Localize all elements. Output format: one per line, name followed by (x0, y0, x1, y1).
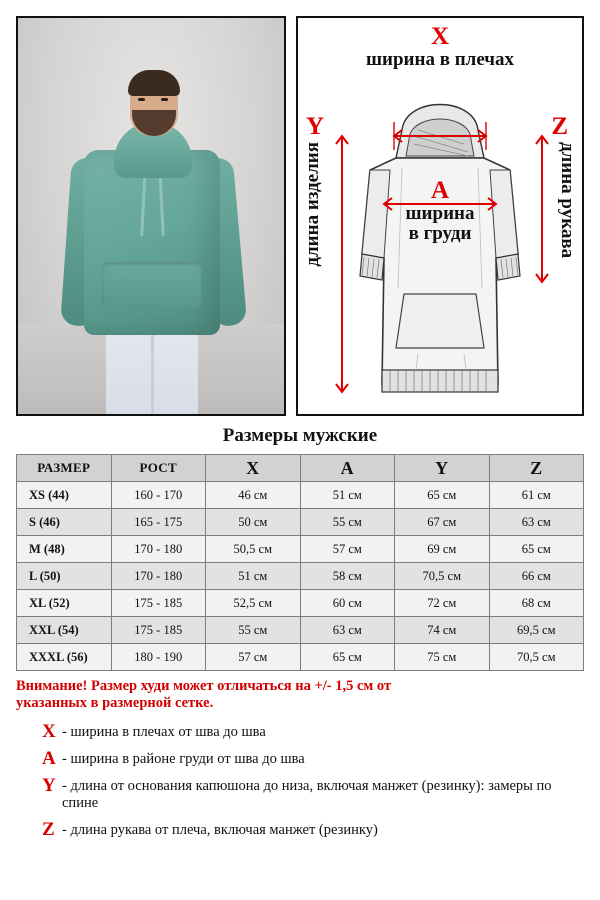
cell-x: 55 см (206, 617, 301, 644)
table-row (17, 536, 584, 563)
legend-item-x (42, 722, 584, 742)
label-a-text (358, 204, 522, 244)
table-title: Размеры мужские (222, 425, 378, 446)
legend-text-y: - длина от основания капюшона до низа, включая манжет (резинку): замеры по спине (62, 778, 552, 812)
cell-z: 70,5 см (489, 644, 584, 671)
cell-x: 50,5 см (206, 536, 301, 563)
cell-z: 69,5 см (489, 617, 584, 644)
label-a-letter: A (430, 177, 450, 204)
legend-text-x: - ширина в плечах от шва до шва (62, 724, 266, 741)
model-hair (128, 70, 180, 96)
cell-x: 50 см (206, 509, 301, 536)
cell-z: 63 см (489, 509, 584, 536)
label-a-text-line1: ширина (405, 203, 475, 224)
cell-z: 68 см (489, 590, 584, 617)
size-table-header-row (17, 455, 584, 482)
table-row (17, 644, 584, 671)
label-y-letter: Y (306, 113, 325, 140)
cell-z: 61 см (489, 482, 584, 509)
label-z-letter: Z (551, 113, 568, 140)
col-header-y: Y (395, 455, 490, 482)
cell-y: 75 см (395, 644, 490, 671)
cell-height: 175 - 185 (111, 590, 206, 617)
cell-size: XXL (54) (17, 617, 112, 644)
legend-letter-y: Y (42, 775, 56, 797)
cell-a: 57 см (300, 536, 395, 563)
cell-y: 72 см (395, 590, 490, 617)
legend-item-y (42, 776, 584, 813)
size-table-body (17, 482, 584, 671)
cell-size: L (50) (17, 563, 112, 590)
cell-height: 165 - 175 (111, 509, 206, 536)
table-row (17, 482, 584, 509)
cell-y: 65 см (395, 482, 490, 509)
label-y-text: длина изделия (302, 142, 323, 267)
label-a-text-line2: в груди (408, 222, 472, 244)
legend-item-a (42, 749, 584, 769)
hoodie-pocket (102, 262, 202, 308)
cell-y: 74 см (395, 617, 490, 644)
model-eye-left (138, 98, 145, 101)
col-header-z: Z (489, 455, 584, 482)
label-z-text: длина рукава (557, 142, 578, 259)
col-header-height: РОСТ (111, 455, 206, 482)
cell-a: 58 см (300, 563, 395, 590)
legend-item-z (42, 820, 584, 840)
warning-line-2: указанных в размерной сетке. (16, 695, 214, 712)
warning-note (16, 678, 584, 712)
cell-y: 70,5 см (395, 563, 490, 590)
model-eye-right (161, 98, 168, 101)
legend-letter-x: X (42, 721, 56, 743)
cell-a: 55 см (300, 509, 395, 536)
hoodie-drawstrings (140, 168, 168, 238)
cell-height: 160 - 170 (111, 482, 206, 509)
cell-a: 63 см (300, 617, 395, 644)
cell-height: 170 - 180 (111, 563, 206, 590)
legend-text-a: - ширина в районе груди от шва до шва (62, 751, 305, 768)
cell-size: S (46) (17, 509, 112, 536)
cell-z: 65 см (489, 536, 584, 563)
legend-letter-a: A (42, 748, 56, 770)
measurement-diagram (296, 16, 584, 416)
cell-x: 57 см (206, 644, 301, 671)
top-images-row (16, 16, 584, 416)
model-figure (18, 18, 284, 414)
cell-height: 180 - 190 (111, 644, 206, 671)
cell-y: 69 см (395, 536, 490, 563)
cell-size: XL (52) (17, 590, 112, 617)
cell-size: XS (44) (17, 482, 112, 509)
cell-height: 170 - 180 (111, 536, 206, 563)
cell-x: 52,5 см (206, 590, 301, 617)
col-header-a: A (300, 455, 395, 482)
legend-list (16, 722, 584, 840)
cell-a: 60 см (300, 590, 395, 617)
cell-y: 67 см (395, 509, 490, 536)
cell-height: 175 - 185 (111, 617, 206, 644)
table-row (17, 617, 584, 644)
size-table-head (17, 455, 584, 482)
col-header-x: X (206, 455, 301, 482)
table-row (17, 509, 584, 536)
legend-letter-z: Z (42, 818, 55, 840)
size-table (16, 454, 584, 671)
label-x-text: ширина в плечах (366, 49, 514, 70)
table-row (17, 563, 584, 590)
warning-line-1: Внимание! Размер худи может отличаться на +/- 1,5 см от (16, 678, 392, 694)
cell-a: 65 см (300, 644, 395, 671)
cell-z: 66 см (489, 563, 584, 590)
cell-x: 51 см (206, 563, 301, 590)
col-header-size: РАЗМЕР (17, 455, 112, 482)
table-row (17, 590, 584, 617)
cell-x: 46 см (206, 482, 301, 509)
model-photo (16, 16, 286, 416)
cell-a: 51 см (300, 482, 395, 509)
cell-size: XXXL (56) (17, 644, 112, 671)
legend-text-z: - длина рукава от плеча, включая манжет (резинку) (62, 821, 378, 838)
label-x-letter: X (430, 23, 450, 50)
cell-size: M (48) (17, 536, 112, 563)
